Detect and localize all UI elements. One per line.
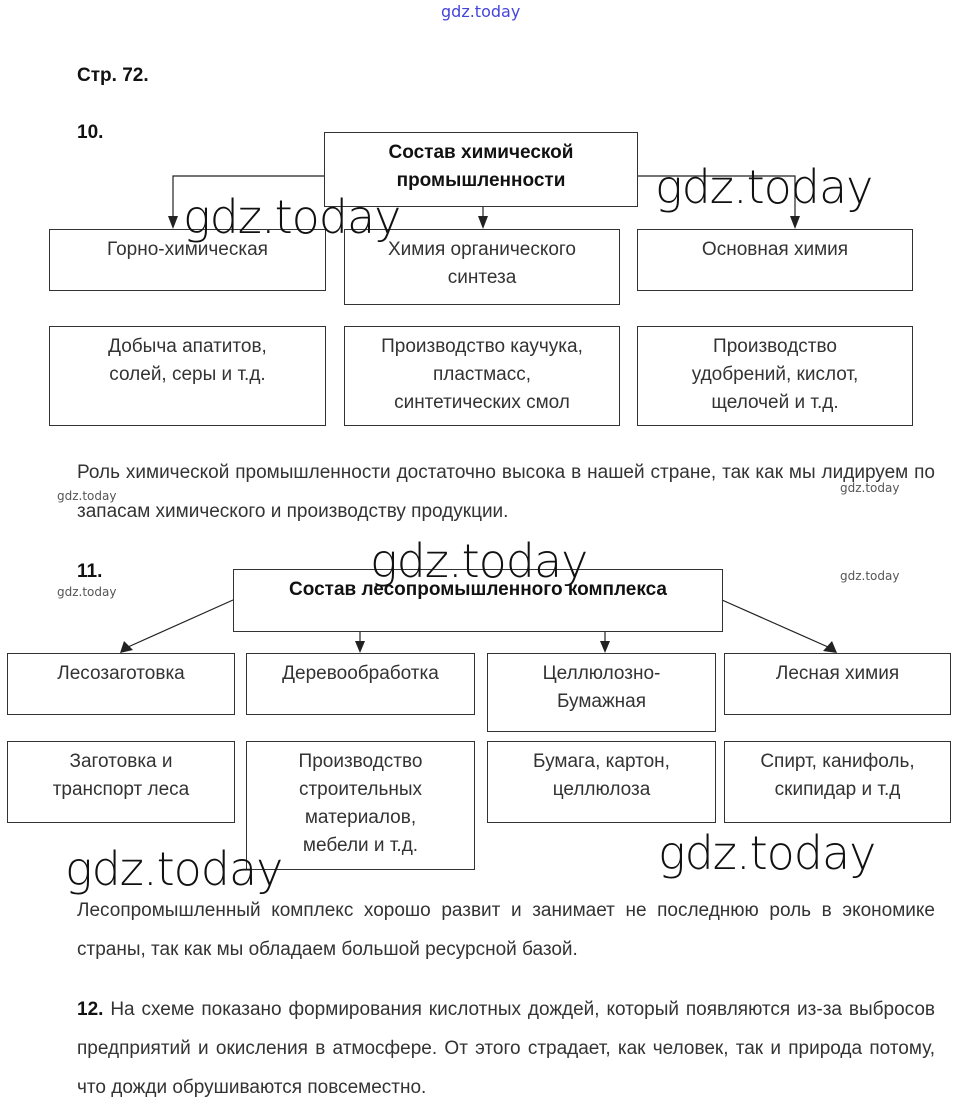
forest-root-title: Состав лесопромышленного комплекса bbox=[289, 579, 667, 600]
detail-line: Производство bbox=[713, 336, 837, 357]
chem-branch-basic bbox=[637, 229, 913, 291]
watermark-small: gdz.today bbox=[840, 569, 900, 583]
detail-line: строительных bbox=[298, 779, 422, 800]
watermark-small: gdz.today bbox=[840, 481, 900, 495]
forest-branch-pulp-paper bbox=[487, 653, 716, 732]
detail-line: скипидар и т.д bbox=[774, 779, 901, 800]
forest-branch-woodworking bbox=[246, 653, 475, 715]
chem-root-line: промышленности bbox=[396, 170, 566, 191]
forest-detail-logging bbox=[7, 741, 235, 823]
detail-line: пластмасс, bbox=[432, 364, 532, 385]
detail-line: Спирт, канифоль, bbox=[760, 751, 915, 772]
branch-title: Лесозаготовка bbox=[57, 663, 185, 684]
chem-detail-organic bbox=[344, 326, 620, 426]
detail-line: солей, серы и т.д. bbox=[109, 364, 266, 385]
detail-line: Бумага, картон, bbox=[533, 751, 670, 772]
branch-title: Бумажная bbox=[556, 691, 647, 712]
task-11-number: 11. bbox=[77, 561, 103, 582]
detail-line: щелочей и т.д. bbox=[711, 392, 839, 413]
branch-title: Основная химия bbox=[701, 239, 849, 260]
detail-line: транспорт леса bbox=[52, 779, 190, 800]
chem-root-line: Состав химической bbox=[388, 142, 574, 163]
chem-detail-basic bbox=[637, 326, 913, 426]
chem-detail-mining bbox=[49, 326, 326, 426]
watermark-small: gdz.today bbox=[57, 585, 117, 599]
watermark: gdz.today bbox=[183, 190, 401, 244]
detail-line: целлюлоза bbox=[552, 779, 651, 800]
task-12-text: На схеме показано формирования кислотных дождей, который появляются из-за выбросов предприятий и окисления в атмосфере. От этого страдает, как человек, так и природа потому, что дожди обрушиваются повсеместно. bbox=[77, 999, 936, 1098]
task-10-answer: Роль химической промышленности достаточно высока в нашей стране, так как мы лидируем по запасам химического и производству продукции. bbox=[77, 462, 935, 522]
branch-title: Целлюлозно- bbox=[542, 663, 661, 684]
task-12-number: 12. bbox=[77, 999, 104, 1020]
detail-line: Производство каучука, bbox=[381, 336, 583, 357]
detail-line: удобрений, кислот, bbox=[691, 364, 859, 385]
watermark: gdz.today bbox=[370, 534, 588, 588]
watermark: gdz.today bbox=[658, 826, 876, 880]
branch-title: Деревообработка bbox=[282, 663, 439, 684]
forest-detail-pulp-paper bbox=[487, 741, 716, 823]
forest-branch-logging bbox=[7, 653, 235, 715]
detail-line: Добыча апатитов, bbox=[108, 336, 267, 357]
forest-branch-chemistry bbox=[724, 653, 951, 715]
detail-line: мебели и т.д. bbox=[302, 835, 419, 856]
watermark: gdz.today bbox=[65, 842, 283, 896]
detail-line: материалов, bbox=[304, 807, 417, 828]
task-12-answer bbox=[77, 990, 935, 1107]
branch-title: Химия органического bbox=[388, 239, 576, 260]
page-label: Стр. 72. bbox=[77, 65, 149, 86]
task-10-number: 10. bbox=[77, 122, 104, 143]
detail-line: Производство bbox=[298, 751, 423, 772]
branch-title: Горно-химическая bbox=[107, 239, 268, 260]
forest-detail-chemistry bbox=[724, 741, 951, 823]
detail-line: синтетических смол bbox=[394, 392, 570, 413]
watermark: gdz.today bbox=[655, 160, 873, 214]
watermark-small: gdz.today bbox=[57, 489, 117, 503]
branch-title: синтеза bbox=[447, 267, 517, 288]
watermark-top: gdz.today bbox=[441, 2, 521, 21]
branch-title: Лесная химия bbox=[775, 663, 900, 684]
task-11-answer: Лесопромышленный комплекс хорошо развит и занимает не последнюю роль в экономике страны, так как мы обладаем большой ресурсной базой. bbox=[77, 900, 935, 960]
detail-line: Заготовка и bbox=[69, 751, 173, 772]
